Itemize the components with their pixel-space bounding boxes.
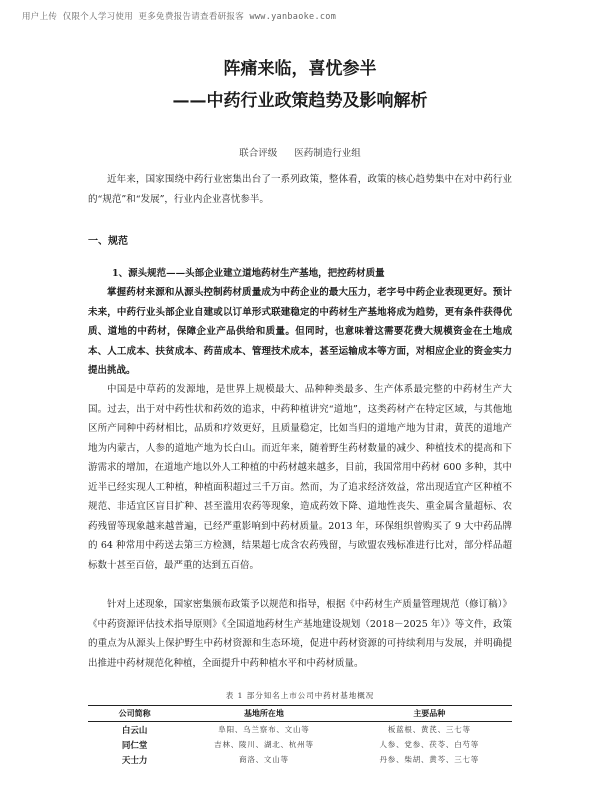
table-caption: 表 1 部分知名上市公司中药材基地概况 [225,691,375,700]
table-row [88,722,512,738]
table-cell: 阜阳、乌兰察布、文山等 [218,725,310,734]
table-cell: 商洛、文山等 [239,755,289,764]
table-cell: 吉林、陵川、湖北、杭州等 [214,740,314,749]
table-cell: 天士力 [121,755,148,766]
page-subtitle: ——中药行业政策趋势及影响解析 [172,91,428,111]
table-cell: 人参、党参、茯苓、白芍等 [379,740,480,749]
table-row [88,752,512,767]
table-row [88,737,512,752]
table-cell: 板蓝根、黄芪、三七等 [387,725,471,734]
authors: 联合评级 医药制造行业组 [239,148,361,159]
table-header-row [88,706,512,722]
table-header-cell: 公司简称 [118,708,151,718]
subsection-heading: 1、源头规范——头部企业建立道地药材生产基地，把控药材质量 [112,268,385,279]
table-header-cell: 主要品种 [413,708,446,718]
body-paragraph-1: 中国是中草药的发源地，是世界上规模最大、品种种类最多、生产体系最完整的中药材生产大国。过去，出于对中药性状和药效的追求，中药种植讲究“道地”，这类药材产在特定区域，与其他地区所产同种中药材相比，品质和疗效更好，且质量稳定，比如当归的道地产地为甘肃，黄芪的道地产地为内蒙古，人参的道地产地为长白山。而近年来，随着野生药材数量的减少、种植技术的提高和下游需求的增加，在道地产地以外人工种植的中药材越来越多，目前，我国常用中药材 600 多种，其中近半已经实现人工种植，种植面积超过三千万亩。然而，为了追求经济效益，常出现适宜产区种植不规范、非适宜区盲目扩种、甚至滥用农药等现象，造成药效下降、道地性丧失、重金属含量超标、农药残留等现象越来越普遍，已经严重影响到中药材质量。2013 年，环保组织曾购买了 9 大中药品牌的 64 种常用中药送去第三方检测，结果超七成含农药残留，与欧盟农残标准进行比对，部分样品超标数十甚至百倍，最严重的达到五百倍。 [88,384,512,571]
table-cell: 丹参、柴胡、黄芩、三七等 [379,755,480,764]
table-cell: 白云山 [121,725,148,736]
watermark-header: 用户上传 仅限个人学习使用 更多免费报告请查看研报客 www.yanbaoke.com [22,12,337,22]
table-cell: 同仁堂 [121,740,148,751]
table-header-cell: 基地所在地 [243,708,284,718]
summary-paragraph: 掌握药材来源和从源头控制药材质量成为中药企业的最大压力，老字号中药企业表现更好。预计未来，中药行业头部企业自建或以订单形式联建稳定的中药材生产基地将成为趋势，更有条件获得优质、道地的中药材，保障企业产品供给和质量。但同时，也意味着这需要花费大规模资金在土地成本、人工成本、扶贫成本、药苗成本、管理技术成本，甚至运输成本等方面，对相应企业的资金实力提出挑战。 [88,287,512,376]
section-heading: 一、规范 [88,236,128,247]
company-base-table [88,705,512,767]
body-paragraph-2: 针对上述现象，国家密集颁布政策予以规范和指导，根据《中药材生产质量管理规范（修订稿）》《中药资源评估技术指导原则》《全国道地药材生产基地建设规划（2018－2025 年）》等文件，政策的重点为从源头上保护野生中药材资源和生态环境，促进中药材资源的可持续利用与发展，并明确提出推进中药材规范化种植，全面提升中药种植水平和中药材质量。 [88,599,512,669]
intro-paragraph: 近年来，国家围绕中药行业密集出台了一系列政策，整体看，政策的核心趋势集中在对中药行业的“规范”和“发展”，行业内企业喜忧参半。 [88,174,512,205]
page-title: 阵痛来临，喜忧参半 [223,59,377,79]
